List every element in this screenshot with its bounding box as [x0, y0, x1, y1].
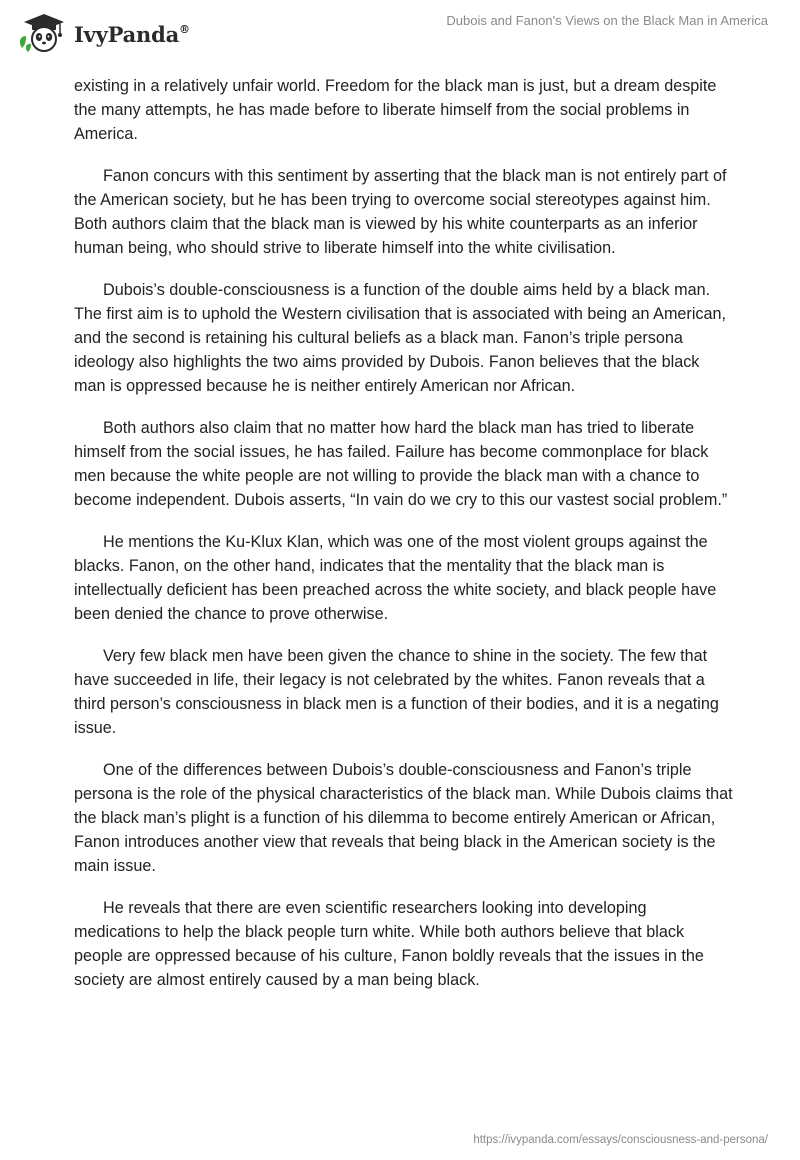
- essay-body: [74, 74, 734, 1010]
- paragraph: Both authors also claim that no matter how hard the black man has tried to liberate himself from the social issues, he has failed. Failure has become commonplace for black men because the white people are not willing to provide the black man with a chance to become independent. Dubois asserts, “In vain do we cry to this our vastest social problem.”: [74, 419, 728, 509]
- page-header: [0, 0, 800, 70]
- paragraph: He reveals that there are even scientific researchers looking into developing medications to help the black people turn white. While both authors believe that black people are oppressed because of his culture, Fanon boldly reveals that the issues in the society are almost entirely caused by a man being black.: [74, 899, 704, 989]
- paragraph: One of the differences between Dubois’s double-consciousness and Fanon’s triple persona is the role of the physical characteristics of the black man. While Dubois claims that the black man’s plight is a function of his dilemma to become entirely American or African, Fanon introduces another view that reveals that being black in the American society is the main issue.: [74, 761, 733, 875]
- paragraph: existing in a relatively unfair world. Freedom for the black man is just, but a dream despite the many attempts, he has made before to liberate himself from the social problems in America.: [74, 77, 717, 143]
- ivypanda-logo[interactable]: [14, 10, 190, 54]
- paragraph: Fanon concurs with this sentiment by asserting that the black man is not entirely part of the American society, but he has been trying to overcome social stereotypes against him. Both authors claim that the black man is viewed by his white counterparts as an inferior human being, who should strive to liberate himself into the white civilisation.: [74, 167, 727, 257]
- paragraph: Very few black men have been given the chance to shine in the society. The few that have succeeded in life, their legacy is not celebrated by the whites. Fanon reveals that a third person’s consciousness in black men is a function of their bodies, and it is a negating issue.: [74, 647, 719, 737]
- source-url-link[interactable]: https://ivypanda.com/essays/consciousness-and-persona/: [473, 1134, 768, 1146]
- registered-mark: ®: [179, 22, 190, 36]
- brand-name: [74, 22, 190, 47]
- paragraph: He mentions the Ku-Klux Klan, which was one of the most violent groups against the blacks. Fanon, on the other hand, indicates that the mentality that the black man is intellectually deficient has been preached across the white society, and black people have been denied the chance to prove otherwise.: [74, 533, 717, 623]
- document-title: Dubois and Fanon's Views on the Black Man in America: [446, 13, 768, 28]
- panda-graduation-cap-icon: [14, 10, 70, 54]
- paragraph: Dubois’s double-consciousness is a function of the double aims held by a black man. The first aim is to uphold the Western civilisation that is associated with being an American, and the second is retaining his cultural beliefs as a black man. Fanon’s triple persona ideology also highlights the two aims provided by Dubois. Fanon believes that the black man is oppressed because he is neither entirely American nor African.: [74, 281, 727, 395]
- brand-text: IvyPanda: [74, 21, 180, 47]
